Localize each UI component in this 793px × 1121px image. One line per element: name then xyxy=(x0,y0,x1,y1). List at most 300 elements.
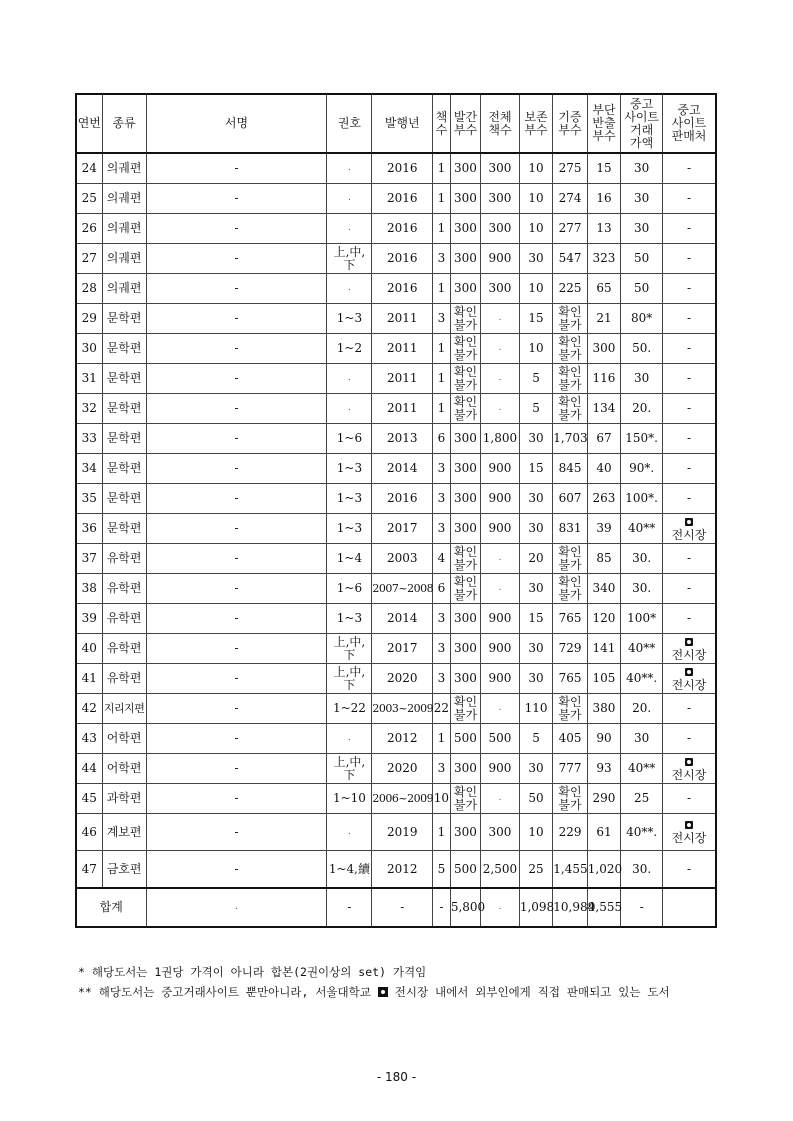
table-cell: 43 xyxy=(76,724,102,754)
table-cell: - xyxy=(146,694,327,724)
exhibition-hall-label xyxy=(672,516,707,542)
table-cell: . xyxy=(481,304,520,334)
table-cell: 300 xyxy=(450,634,480,664)
table-cell: - xyxy=(146,544,327,574)
table-cell: 229 xyxy=(553,814,588,851)
table-cell: 2016 xyxy=(372,153,433,184)
table-cell: 2019 xyxy=(372,814,433,851)
table-cell: 확인 불가 xyxy=(553,394,588,424)
table-cell: 30 xyxy=(519,484,552,514)
page-number: - 180 - xyxy=(376,1070,417,1084)
table-cell: 20 xyxy=(519,544,552,574)
table-cell: 900 xyxy=(481,754,520,784)
table-cell: 유학편 xyxy=(102,634,146,664)
table-cell: 확인 불가 xyxy=(450,784,480,814)
table-cell: 50 xyxy=(621,244,663,274)
table-cell: 5 xyxy=(519,724,552,754)
table-cell: 4 xyxy=(433,544,451,574)
table-cell: . xyxy=(327,214,372,244)
table-cell: 44 xyxy=(76,754,102,784)
table-row xyxy=(76,454,716,484)
table-cell: 확인 불가 xyxy=(450,694,480,724)
table-cell: - xyxy=(663,484,716,514)
table-cell: - xyxy=(146,153,327,184)
table-row xyxy=(76,851,716,889)
table-cell: 2013 xyxy=(372,424,433,454)
table-cell xyxy=(663,634,716,664)
table-row xyxy=(76,184,716,214)
table-cell: 문학편 xyxy=(102,484,146,514)
table-cell: 900 xyxy=(481,454,520,484)
footnote-2-part2: 전시장 내에서 외부인에게 직접 판매되고 있는 도서 xyxy=(394,985,670,999)
table-row xyxy=(76,484,716,514)
table-cell: 275 xyxy=(553,153,588,184)
table-cell: 30 xyxy=(621,364,663,394)
table-cell: 15 xyxy=(519,454,552,484)
table-cell: 10 xyxy=(519,274,552,304)
table-cell: 50. xyxy=(621,334,663,364)
table-cell: - xyxy=(146,514,327,544)
table-cell: 확인 불가 xyxy=(553,304,588,334)
table-cell: 3 xyxy=(433,484,451,514)
exhibition-mark-icon xyxy=(685,758,693,766)
total-cell: - xyxy=(327,888,372,927)
table-cell: 845 xyxy=(553,454,588,484)
table-cell: 확인 불가 xyxy=(553,694,588,724)
table-cell: 2012 xyxy=(372,724,433,754)
table-cell: 32 xyxy=(76,394,102,424)
table-cell: 27 xyxy=(76,244,102,274)
table-cell: - xyxy=(146,664,327,694)
table-cell: 61 xyxy=(587,814,620,851)
table-cell: 2016 xyxy=(372,274,433,304)
table-cell: 1,020 xyxy=(587,851,620,889)
table-cell: 어학편 xyxy=(102,724,146,754)
table-cell: 1~4,續 xyxy=(327,851,372,889)
table-cell: 300 xyxy=(450,754,480,784)
table-cell: 33 xyxy=(76,424,102,454)
table-cell: 확인 불가 xyxy=(450,304,480,334)
table-cell: - xyxy=(663,574,716,604)
table-cell: 67 xyxy=(587,424,620,454)
table-cell: - xyxy=(663,334,716,364)
table-cell: 141 xyxy=(587,634,620,664)
table-cell: 확인 불가 xyxy=(450,574,480,604)
table-cell: 확인 불가 xyxy=(553,544,588,574)
table-cell: 36 xyxy=(76,514,102,544)
table-cell: 300 xyxy=(481,153,520,184)
table-cell: 1 xyxy=(433,394,451,424)
table-cell: 900 xyxy=(481,664,520,694)
table-cell: 500 xyxy=(450,851,480,889)
table-cell: 2014 xyxy=(372,604,433,634)
table-cell: 39 xyxy=(76,604,102,634)
table-cell: 340 xyxy=(587,574,620,604)
table-cell: 120 xyxy=(587,604,620,634)
table-cell xyxy=(663,754,716,784)
exhibition-hall-label xyxy=(672,756,707,782)
table-cell: 5 xyxy=(433,851,451,889)
table-cell: - xyxy=(146,244,327,274)
table-cell: 21 xyxy=(587,304,620,334)
table-cell xyxy=(663,664,716,694)
table-cell: 40**. xyxy=(621,814,663,851)
table-cell: 1 xyxy=(433,364,451,394)
exhibition-hall-label xyxy=(672,636,707,662)
table-cell: 30. xyxy=(621,851,663,889)
table-cell: 15 xyxy=(519,304,552,334)
column-header: 연번 xyxy=(76,94,102,153)
table-cell: 30 xyxy=(519,574,552,604)
footnote-2-part1: ** 해당도서는 중고거래사이트 뿐만아니라, 서울대학교 xyxy=(78,985,371,999)
table-cell: 300 xyxy=(450,214,480,244)
table-cell: 263 xyxy=(587,484,620,514)
table-cell: 65 xyxy=(587,274,620,304)
table-cell: 10 xyxy=(433,784,451,814)
table-cell: 과학편 xyxy=(102,784,146,814)
table-cell: 2020 xyxy=(372,664,433,694)
table-cell: 上,中, 下 xyxy=(327,244,372,274)
table-cell: 831 xyxy=(553,514,588,544)
table-cell: - xyxy=(146,454,327,484)
table-cell: - xyxy=(663,724,716,754)
exhibition-text: 전시장 xyxy=(671,767,707,782)
table-cell: 문학편 xyxy=(102,454,146,484)
column-header: 기증 부수 xyxy=(553,94,588,153)
table-cell: 30 xyxy=(621,184,663,214)
table-cell: 문학편 xyxy=(102,394,146,424)
total-cell: 10,984 xyxy=(553,888,588,927)
table-cell: 2003~2009 xyxy=(372,694,433,724)
table-cell: 10 xyxy=(519,334,552,364)
table-cell: 1 xyxy=(433,184,451,214)
total-label: 합계 xyxy=(76,888,146,927)
table-cell: 유학편 xyxy=(102,544,146,574)
table-cell: 유학편 xyxy=(102,574,146,604)
table-cell: 문학편 xyxy=(102,424,146,454)
table-cell: 765 xyxy=(553,664,588,694)
table-cell: - xyxy=(663,184,716,214)
table-cell: - xyxy=(146,484,327,514)
table-cell: 2016 xyxy=(372,484,433,514)
table-cell: 30 xyxy=(519,514,552,544)
table-cell: 10 xyxy=(519,214,552,244)
table-cell: 30. xyxy=(621,574,663,604)
table-cell: . xyxy=(481,544,520,574)
table-cell: 300 xyxy=(481,274,520,304)
table-cell: 300 xyxy=(450,814,480,851)
table-cell: 900 xyxy=(481,514,520,544)
table-cell: 1 xyxy=(433,814,451,851)
table-cell: 3 xyxy=(433,604,451,634)
table-cell: 300 xyxy=(450,424,480,454)
total-cell: . xyxy=(146,888,327,927)
table-cell: 문학편 xyxy=(102,364,146,394)
table-cell xyxy=(663,514,716,544)
table-cell: . xyxy=(481,364,520,394)
table-cell: . xyxy=(481,334,520,364)
table-cell: 2017 xyxy=(372,634,433,664)
table-cell: 42 xyxy=(76,694,102,724)
table-cell: 50 xyxy=(519,784,552,814)
total-row xyxy=(76,888,716,927)
table-cell: - xyxy=(663,784,716,814)
table-cell: 확인 불가 xyxy=(553,364,588,394)
table-cell: 2014 xyxy=(372,454,433,484)
table-cell: . xyxy=(481,394,520,424)
total-cell: 5,800 xyxy=(450,888,480,927)
table-row xyxy=(76,544,716,574)
table-cell: 10 xyxy=(519,184,552,214)
table-cell: 300 xyxy=(450,274,480,304)
table-cell: - xyxy=(663,153,716,184)
table-cell: 80* xyxy=(621,304,663,334)
table-row xyxy=(76,604,716,634)
table-cell: - xyxy=(663,274,716,304)
table-cell: - xyxy=(663,424,716,454)
table-cell: . xyxy=(327,394,372,424)
table-cell: 777 xyxy=(553,754,588,784)
table-cell: 25 xyxy=(76,184,102,214)
table-cell: 3 xyxy=(433,754,451,784)
table-cell: 300 xyxy=(450,153,480,184)
table-cell: 1~3 xyxy=(327,304,372,334)
table-cell: 300 xyxy=(450,184,480,214)
total-cell: 9,555 xyxy=(587,888,620,927)
total-cell: . xyxy=(481,888,520,927)
table-cell: 277 xyxy=(553,214,588,244)
exhibition-text: 전시장 xyxy=(671,831,707,845)
table-cell: 34 xyxy=(76,454,102,484)
table-cell: 2003 xyxy=(372,544,433,574)
table-cell: . xyxy=(481,694,520,724)
table-cell: 5 xyxy=(519,364,552,394)
table-cell: 150*. xyxy=(621,424,663,454)
table-cell: . xyxy=(327,274,372,304)
table-cell: 문학편 xyxy=(102,304,146,334)
table-cell: 15 xyxy=(587,153,620,184)
table-cell: 1~22 xyxy=(327,694,372,724)
table-cell: . xyxy=(481,574,520,604)
table-cell: 300 xyxy=(450,244,480,274)
table-cell: 1~10 xyxy=(327,784,372,814)
exhibition-mark-icon xyxy=(685,518,693,526)
exhibition-mark-icon xyxy=(378,987,388,997)
table-cell: 1 xyxy=(433,334,451,364)
table-cell: 25 xyxy=(519,851,552,889)
table-cell: - xyxy=(146,274,327,304)
table-cell: 40** xyxy=(621,754,663,784)
table-cell: . xyxy=(327,184,372,214)
table-cell: 380 xyxy=(587,694,620,724)
table-row xyxy=(76,364,716,394)
table-cell: 의궤편 xyxy=(102,153,146,184)
table-cell: 47 xyxy=(76,851,102,889)
table-cell: 116 xyxy=(587,364,620,394)
table-cell: 225 xyxy=(553,274,588,304)
footnotes xyxy=(78,962,670,1002)
table-cell: . xyxy=(327,814,372,851)
table-row xyxy=(76,274,716,304)
table-cell: 13 xyxy=(587,214,620,244)
table-cell: 40** xyxy=(621,634,663,664)
table-cell: - xyxy=(146,851,327,889)
table-cell: 유학편 xyxy=(102,664,146,694)
table-cell: 30 xyxy=(519,244,552,274)
table-cell: - xyxy=(663,364,716,394)
table-cell: 확인 불가 xyxy=(450,364,480,394)
table-cell: 39 xyxy=(587,514,620,544)
table-row xyxy=(76,514,716,544)
table-cell: 2012 xyxy=(372,851,433,889)
table-cell: 323 xyxy=(587,244,620,274)
column-header: 서명 xyxy=(146,94,327,153)
table-cell: 어학편 xyxy=(102,754,146,784)
table-cell: 1~6 xyxy=(327,424,372,454)
table-cell: 37 xyxy=(76,544,102,574)
table-cell: 5 xyxy=(519,394,552,424)
table-cell: 확인 불가 xyxy=(553,334,588,364)
table-cell: 2016 xyxy=(372,244,433,274)
table-cell: 300 xyxy=(450,604,480,634)
table-cell xyxy=(663,814,716,851)
exhibition-text: 전시장 xyxy=(671,677,707,692)
total-cell xyxy=(663,888,716,927)
table-cell: 1~3 xyxy=(327,514,372,544)
table-cell: 22 xyxy=(433,694,451,724)
exhibition-mark-icon xyxy=(685,638,693,646)
table-cell: 확인 불가 xyxy=(450,394,480,424)
table-cell: - xyxy=(663,304,716,334)
table-cell: 10 xyxy=(519,814,552,851)
table-cell: 20. xyxy=(621,394,663,424)
inventory-table xyxy=(75,93,717,928)
table-cell: 24 xyxy=(76,153,102,184)
table-cell: - xyxy=(663,214,716,244)
table-cell: - xyxy=(663,694,716,724)
column-header: 발행년 xyxy=(372,94,433,153)
table-cell: 300 xyxy=(481,814,520,851)
table-cell: 547 xyxy=(553,244,588,274)
table-cell: 25 xyxy=(621,784,663,814)
table-cell: 134 xyxy=(587,394,620,424)
table-cell: 500 xyxy=(481,724,520,754)
table-cell: 31 xyxy=(76,364,102,394)
table-cell: 확인 불가 xyxy=(553,784,588,814)
table-cell: 300 xyxy=(587,334,620,364)
table-cell: 1,455 xyxy=(553,851,588,889)
table-row xyxy=(76,634,716,664)
table-cell: - xyxy=(663,851,716,889)
table-cell: - xyxy=(146,304,327,334)
exhibition-hall-label xyxy=(672,666,707,692)
table-cell: 확인 불가 xyxy=(553,574,588,604)
table-cell: 41 xyxy=(76,664,102,694)
table-row xyxy=(76,814,716,851)
table-cell: 1~3 xyxy=(327,484,372,514)
table-cell: 40**. xyxy=(621,664,663,694)
table-cell: 85 xyxy=(587,544,620,574)
total-cell: - xyxy=(372,888,433,927)
column-header: 전체 책수 xyxy=(481,94,520,153)
table-cell: 上,中, 下 xyxy=(327,664,372,694)
table-cell: 1 xyxy=(433,724,451,754)
table-cell: 확인 불가 xyxy=(450,544,480,574)
column-header: 권호 xyxy=(327,94,372,153)
table-cell: 30 xyxy=(621,724,663,754)
table-cell: 10 xyxy=(519,153,552,184)
table-cell: 1~6 xyxy=(327,574,372,604)
table-cell: 274 xyxy=(553,184,588,214)
table-cell: 40** xyxy=(621,514,663,544)
total-cell: - xyxy=(433,888,451,927)
table-cell: 의궤편 xyxy=(102,244,146,274)
table-cell: 300 xyxy=(450,454,480,484)
table-cell: - xyxy=(663,454,716,484)
table-cell: 45 xyxy=(76,784,102,814)
table-cell: 900 xyxy=(481,484,520,514)
table-cell: 2011 xyxy=(372,394,433,424)
table-cell: . xyxy=(327,724,372,754)
table-cell: 300 xyxy=(481,214,520,244)
table-cell: - xyxy=(146,634,327,664)
table-cell: 1~2 xyxy=(327,334,372,364)
table-cell: 2,500 xyxy=(481,851,520,889)
table-cell: . xyxy=(327,153,372,184)
table-cell: 100*. xyxy=(621,484,663,514)
table-row xyxy=(76,214,716,244)
table-cell: 900 xyxy=(481,634,520,664)
table-cell: 93 xyxy=(587,754,620,784)
table-cell: 2017 xyxy=(372,514,433,544)
column-header: 중고 사이트 거래 가액 xyxy=(621,94,663,153)
table-cell: 3 xyxy=(433,634,451,664)
table-row xyxy=(76,334,716,364)
table-row xyxy=(76,694,716,724)
table-cell: 290 xyxy=(587,784,620,814)
table-cell: 확인 불가 xyxy=(450,334,480,364)
table-cell: 2006~2009 xyxy=(372,784,433,814)
table-cell: 50 xyxy=(621,274,663,304)
table-cell: 26 xyxy=(76,214,102,244)
table-cell: 30 xyxy=(519,634,552,664)
table-cell: 3 xyxy=(433,244,451,274)
table-cell: 1 xyxy=(433,153,451,184)
table-row xyxy=(76,724,716,754)
table-cell: 40 xyxy=(587,454,620,484)
table-cell: 729 xyxy=(553,634,588,664)
table-cell: 35 xyxy=(76,484,102,514)
table-cell: - xyxy=(663,394,716,424)
table-cell: 유학편 xyxy=(102,604,146,634)
total-cell: - xyxy=(621,888,663,927)
table-cell: 上,中, 下 xyxy=(327,754,372,784)
table-cell: 2020 xyxy=(372,754,433,784)
table-cell: 1~3 xyxy=(327,454,372,484)
table-cell: 900 xyxy=(481,604,520,634)
table-cell: 900 xyxy=(481,244,520,274)
table-row xyxy=(76,304,716,334)
table-cell: 100* xyxy=(621,604,663,634)
table-cell: 300 xyxy=(481,184,520,214)
table-cell: - xyxy=(663,544,716,574)
table-cell: 2016 xyxy=(372,184,433,214)
table-cell: 90 xyxy=(587,724,620,754)
table-cell: 300 xyxy=(450,664,480,694)
footnote-2 xyxy=(78,982,670,1002)
table-cell: 105 xyxy=(587,664,620,694)
table-cell: 계보편 xyxy=(102,814,146,851)
